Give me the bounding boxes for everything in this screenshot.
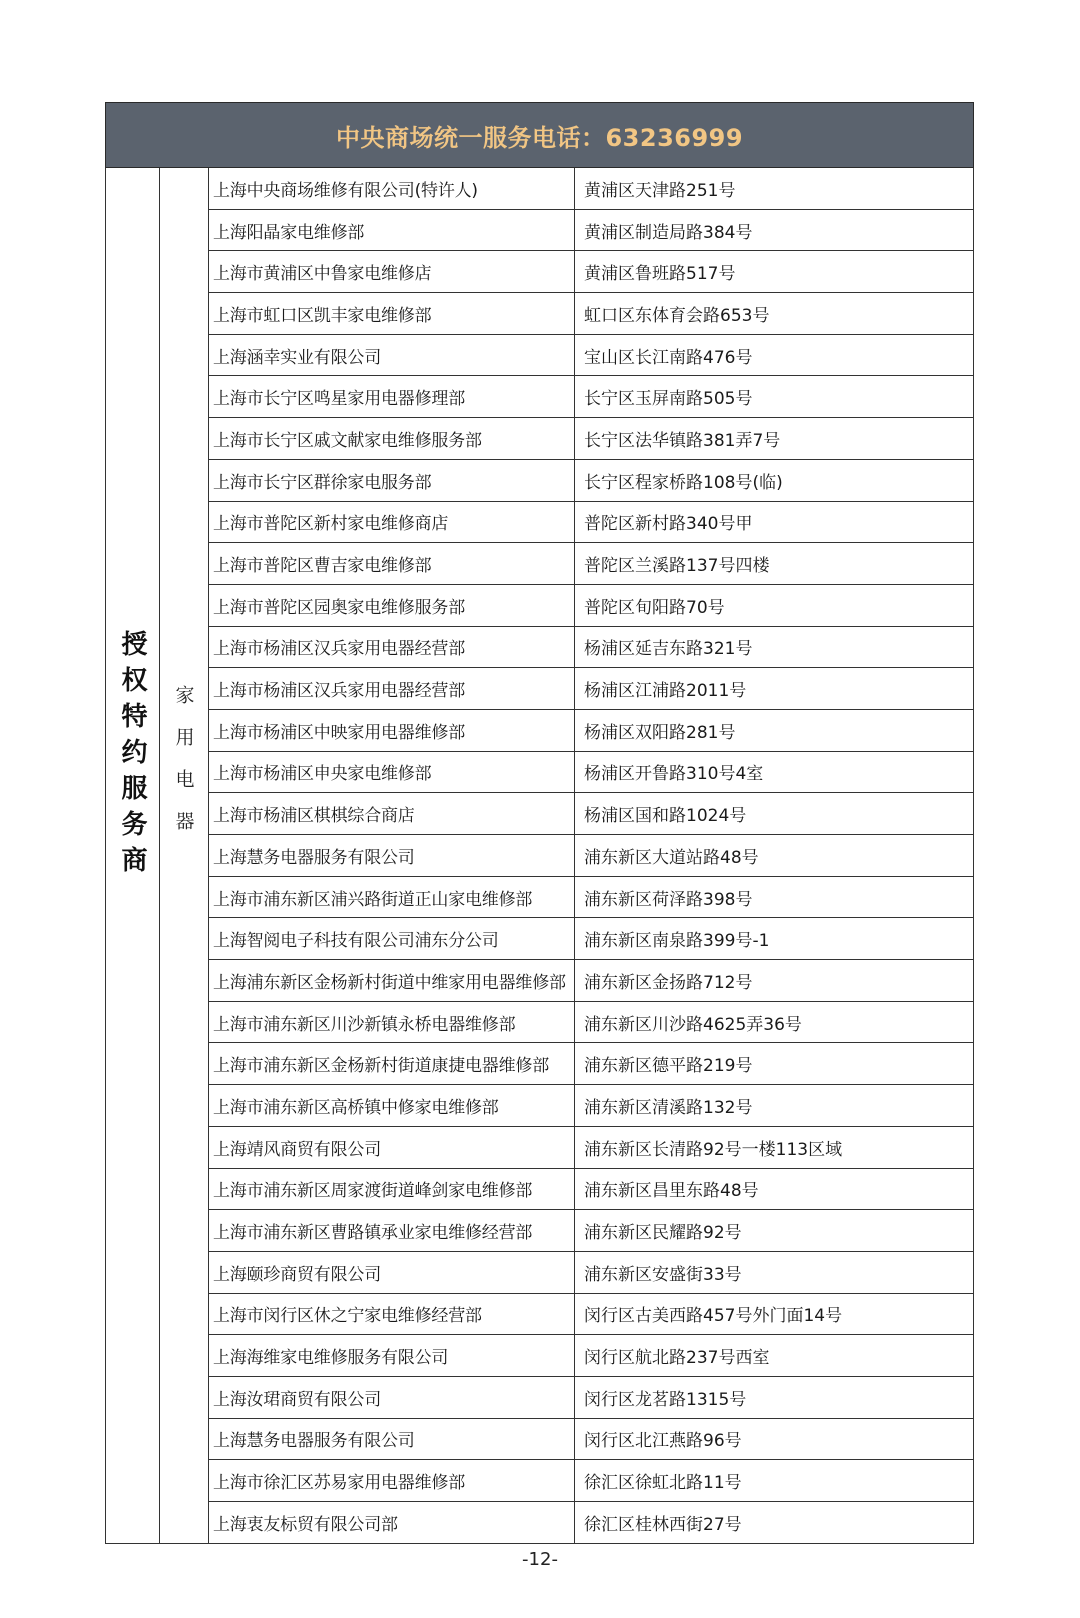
table-row (106, 1251, 974, 1293)
address-cell: 闵行区航北路237号西室 (575, 1335, 974, 1377)
company-cell: 上海市浦东新区高桥镇中修家电维修部 (209, 1085, 575, 1127)
table-row (106, 1460, 974, 1502)
company-cell: 上海市普陀区园奥家电维修服务部 (209, 584, 575, 626)
table-row (106, 334, 974, 376)
company-cell: 上海市普陀区曹吉家电维修部 (209, 543, 575, 585)
company-cell: 上海市浦东新区曹路镇承业家电维修经营部 (209, 1210, 575, 1252)
table-row (106, 1168, 974, 1210)
company-cell: 上海市虹口区凯丰家电维修部 (209, 293, 575, 335)
table-header-row (106, 103, 974, 168)
table-row (106, 918, 974, 960)
company-cell: 上海市长宁区鸣星家用电器修理部 (209, 376, 575, 418)
address-cell: 浦东新区大道站路48号 (575, 835, 974, 877)
table-row (106, 543, 974, 585)
address-cell: 浦东新区民耀路92号 (575, 1210, 974, 1252)
address-cell: 杨浦区双阳路281号 (575, 709, 974, 751)
address-cell: 浦东新区长清路92号一楼113区域 (575, 1126, 974, 1168)
category-cell (106, 168, 160, 1544)
table-row (106, 793, 974, 835)
table-row (106, 1335, 974, 1377)
company-cell: 上海阳晶家电维修部 (209, 209, 575, 251)
address-cell: 浦东新区南泉路399号-1 (575, 918, 974, 960)
table-row (106, 1418, 974, 1460)
company-cell: 上海市普陀区新村家电维修商店 (209, 501, 575, 543)
table-row (106, 1210, 974, 1252)
address-cell: 长宁区玉屏南路505号 (575, 376, 974, 418)
table-row (106, 168, 974, 210)
company-cell: 上海慧务电器服务有限公司 (209, 835, 575, 877)
address-cell: 浦东新区清溪路132号 (575, 1085, 974, 1127)
address-cell: 黄浦区制造局路384号 (575, 209, 974, 251)
address-cell: 普陀区新村路340号甲 (575, 501, 974, 543)
company-cell: 上海市浦东新区浦兴路街道正山家电维修部 (209, 876, 575, 918)
table-row (106, 751, 974, 793)
company-cell: 上海市杨浦区中映家用电器维修部 (209, 709, 575, 751)
table-row (106, 1293, 974, 1335)
table-row (106, 835, 974, 877)
category-label: 授权特约服务商 (117, 630, 147, 882)
table-row (106, 1043, 974, 1085)
table-row (106, 251, 974, 293)
company-cell: 上海衷友标贸有限公司部 (209, 1502, 575, 1544)
address-cell: 浦东新区德平路219号 (575, 1043, 974, 1085)
company-cell: 上海汝珺商贸有限公司 (209, 1376, 575, 1418)
address-cell: 杨浦区国和路1024号 (575, 793, 974, 835)
address-cell: 杨浦区延吉东路321号 (575, 626, 974, 668)
table-row (106, 876, 974, 918)
company-cell: 上海市杨浦区申央家电维修部 (209, 751, 575, 793)
company-cell: 上海涵幸实业有限公司 (209, 334, 575, 376)
table-row (106, 709, 974, 751)
address-cell: 杨浦区开鲁路310号4室 (575, 751, 974, 793)
address-cell: 宝山区长江南路476号 (575, 334, 974, 376)
company-cell: 上海靖风商贸有限公司 (209, 1126, 575, 1168)
table-row (106, 459, 974, 501)
company-cell: 上海慧务电器服务有限公司 (209, 1418, 575, 1460)
table-row (106, 584, 974, 626)
table-row (106, 1126, 974, 1168)
table-row (106, 293, 974, 335)
table-row (106, 501, 974, 543)
table-row (106, 209, 974, 251)
table-row (106, 668, 974, 710)
address-cell: 徐汇区徐虹北路11号 (575, 1460, 974, 1502)
table-row (106, 418, 974, 460)
service-hotline-header: 中央商场统一服务电话：63236999 (106, 103, 974, 168)
company-cell: 上海市杨浦区汉兵家用电器经营部 (209, 668, 575, 710)
table-row (106, 376, 974, 418)
address-cell: 闵行区北江燕路96号 (575, 1418, 974, 1460)
company-cell: 上海市浦东新区川沙新镇永桥电器维修部 (209, 1001, 575, 1043)
page-number: -12- (522, 1549, 558, 1570)
address-cell: 黄浦区鲁班路517号 (575, 251, 974, 293)
table-row (106, 1502, 974, 1544)
address-cell: 闵行区龙茗路1315号 (575, 1376, 974, 1418)
address-cell: 黄浦区天津路251号 (575, 168, 974, 210)
address-cell: 徐汇区桂林西街27号 (575, 1502, 974, 1544)
company-cell: 上海市杨浦区棋棋综合商店 (209, 793, 575, 835)
address-cell: 长宁区法华镇路381弄7号 (575, 418, 974, 460)
table-body (106, 168, 974, 1544)
address-cell: 浦东新区川沙路4625弄36号 (575, 1001, 974, 1043)
address-cell: 闵行区古美西路457号外门面14号 (575, 1293, 974, 1335)
address-cell: 普陀区旬阳路70号 (575, 584, 974, 626)
subcategory-cell (160, 168, 209, 1544)
company-cell: 上海市浦东新区金杨新村街道康捷电器维修部 (209, 1043, 575, 1085)
company-cell: 上海市闵行区休之宁家电维修经营部 (209, 1293, 575, 1335)
company-cell: 上海市徐汇区苏易家用电器维修部 (209, 1460, 575, 1502)
address-cell: 长宁区程家桥路108号(临) (575, 459, 974, 501)
address-cell: 普陀区兰溪路137号四楼 (575, 543, 974, 585)
company-cell: 上海颐珍商贸有限公司 (209, 1251, 575, 1293)
address-cell: 杨浦区江浦路2011号 (575, 668, 974, 710)
table-row (106, 1376, 974, 1418)
company-cell: 上海市长宁区群徐家电服务部 (209, 459, 575, 501)
address-cell: 浦东新区荷泽路398号 (575, 876, 974, 918)
address-cell: 浦东新区安盛街33号 (575, 1251, 974, 1293)
address-cell: 浦东新区金扬路712号 (575, 960, 974, 1002)
address-cell: 虹口区东体育会路653号 (575, 293, 974, 335)
service-provider-table (105, 102, 974, 1544)
company-cell: 上海市黄浦区中鲁家电维修店 (209, 251, 575, 293)
company-cell: 上海智阅电子科技有限公司浦东分公司 (209, 918, 575, 960)
address-cell: 浦东新区昌里东路48号 (575, 1168, 974, 1210)
subcategory-label: 家用电器 (172, 685, 195, 853)
table-row (106, 960, 974, 1002)
table-row (106, 1001, 974, 1043)
table-row (106, 626, 974, 668)
company-cell: 上海市长宁区戚文献家电维修服务部 (209, 418, 575, 460)
table-row (106, 1085, 974, 1127)
company-cell: 上海中央商场维修有限公司(特许人) (209, 168, 575, 210)
company-cell: 上海海维家电维修服务有限公司 (209, 1335, 575, 1377)
company-cell: 上海市浦东新区周家渡街道峰剑家电维修部 (209, 1168, 575, 1210)
company-cell: 上海市杨浦区汉兵家用电器经营部 (209, 626, 575, 668)
company-cell: 上海浦东新区金杨新村街道中维家用电器维修部 (209, 960, 575, 1002)
